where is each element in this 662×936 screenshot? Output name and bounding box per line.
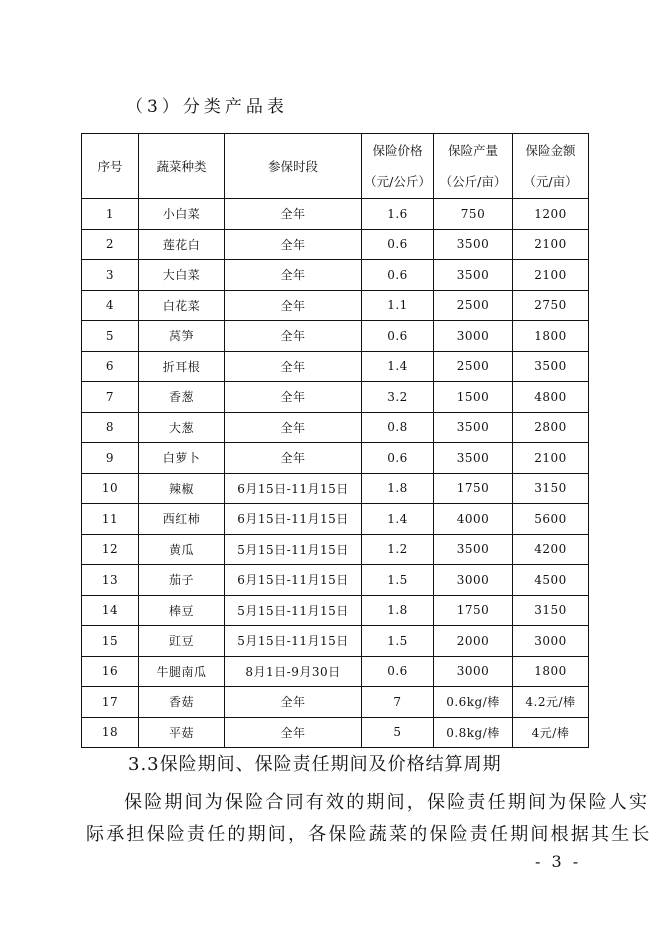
table-row <box>82 534 589 565</box>
cell-vegetable: 白花菜 <box>139 290 225 321</box>
cell-price: 0.6 <box>362 260 434 291</box>
cell-period: 全年 <box>225 321 362 352</box>
cell-period: 6月15日-11月15日 <box>225 473 362 504</box>
cell-amount: 3500 <box>513 351 589 382</box>
header-insured-period: 参保时段 <box>225 134 362 199</box>
cell-amount: 2800 <box>513 412 589 443</box>
cell-price: 1.6 <box>362 199 434 230</box>
cell-yield: 3500 <box>434 229 513 260</box>
cell-price: 1.4 <box>362 351 434 382</box>
table-row <box>82 687 589 718</box>
cell-index: 9 <box>82 443 139 474</box>
cell-index: 5 <box>82 321 139 352</box>
header-insured-yield-unit: （公斤/亩） <box>439 174 507 189</box>
cell-amount: 1800 <box>513 321 589 352</box>
paragraph-line: 保险期间为保险合同有效的期间，保险责任期间为保险人实 <box>124 792 650 813</box>
cell-vegetable: 折耳根 <box>139 351 225 382</box>
header-insured-amount-label: 保险金额 <box>525 143 576 158</box>
cell-yield: 3000 <box>434 656 513 687</box>
cell-price: 1.8 <box>362 595 434 626</box>
cell-yield: 2500 <box>434 351 513 382</box>
cell-yield: 0.6kg/棒 <box>434 687 513 718</box>
cell-amount: 2750 <box>513 290 589 321</box>
cell-amount: 4200 <box>513 534 589 565</box>
cell-yield: 0.8kg/棒 <box>434 717 513 748</box>
cell-yield: 2000 <box>434 626 513 657</box>
table-row <box>82 412 589 443</box>
table-row <box>82 717 589 748</box>
cell-price: 7 <box>362 687 434 718</box>
section-heading: 3.3保险期间、保险责任期间及价格结算周期 <box>128 754 502 775</box>
cell-vegetable: 平菇 <box>139 717 225 748</box>
header-insured-amount <box>513 134 589 199</box>
cell-period: 5月15日-11月15日 <box>225 595 362 626</box>
paragraph-line: 际承担保险责任的期间，各保险蔬菜的保险责任期间根据其生长 <box>86 824 652 845</box>
cell-amount: 5600 <box>513 504 589 535</box>
table-row <box>82 229 589 260</box>
table-row <box>82 565 589 596</box>
cell-index: 15 <box>82 626 139 657</box>
page-number: - 3 - <box>535 852 582 871</box>
cell-price: 3.2 <box>362 382 434 413</box>
cell-vegetable: 香葱 <box>139 382 225 413</box>
cell-amount: 2100 <box>513 229 589 260</box>
cell-yield: 3500 <box>434 412 513 443</box>
table-row <box>82 351 589 382</box>
cell-amount: 3150 <box>513 595 589 626</box>
cell-yield: 2500 <box>434 290 513 321</box>
cell-period: 全年 <box>225 382 362 413</box>
cell-amount: 2100 <box>513 443 589 474</box>
cell-yield: 3500 <box>434 443 513 474</box>
cell-price: 0.6 <box>362 443 434 474</box>
header-insured-amount-unit: （元/亩） <box>523 174 578 189</box>
header-insured-price-unit: （元/公斤） <box>364 174 431 189</box>
cell-amount: 4元/棒 <box>513 717 589 748</box>
cell-yield: 1750 <box>434 595 513 626</box>
cell-index: 6 <box>82 351 139 382</box>
header-insured-price-label: 保险价格 <box>372 143 423 158</box>
cell-index: 4 <box>82 290 139 321</box>
cell-index: 17 <box>82 687 139 718</box>
cell-vegetable: 香菇 <box>139 687 225 718</box>
cell-price: 0.6 <box>362 321 434 352</box>
cell-yield: 3000 <box>434 565 513 596</box>
cell-price: 1.5 <box>362 626 434 657</box>
header-insured-price <box>362 134 434 199</box>
cell-period: 全年 <box>225 443 362 474</box>
cell-price: 1.8 <box>362 473 434 504</box>
table-row <box>82 626 589 657</box>
table-row <box>82 199 589 230</box>
cell-amount: 2100 <box>513 260 589 291</box>
cell-period: 全年 <box>225 260 362 291</box>
header-insured-yield <box>434 134 513 199</box>
cell-yield: 3000 <box>434 321 513 352</box>
cell-index: 3 <box>82 260 139 291</box>
table-row <box>82 504 589 535</box>
cell-period: 全年 <box>225 199 362 230</box>
cell-index: 12 <box>82 534 139 565</box>
cell-period: 全年 <box>225 290 362 321</box>
cell-price: 0.8 <box>362 412 434 443</box>
cell-period: 5月15日-11月15日 <box>225 626 362 657</box>
cell-period: 全年 <box>225 229 362 260</box>
cell-price: 0.6 <box>362 656 434 687</box>
table-row <box>82 290 589 321</box>
cell-vegetable: 黄瓜 <box>139 534 225 565</box>
table-row <box>82 595 589 626</box>
table-row <box>82 473 589 504</box>
cell-index: 11 <box>82 504 139 535</box>
cell-yield: 1750 <box>434 473 513 504</box>
header-vegetable-type: 蔬菜种类 <box>139 134 225 199</box>
cell-yield: 3500 <box>434 260 513 291</box>
cell-yield: 1500 <box>434 382 513 413</box>
cell-period: 6月15日-11月15日 <box>225 504 362 535</box>
cell-period: 全年 <box>225 412 362 443</box>
cell-amount: 1800 <box>513 656 589 687</box>
header-insured-yield-label: 保险产量 <box>447 143 498 158</box>
cell-period: 全年 <box>225 717 362 748</box>
cell-price: 1.1 <box>362 290 434 321</box>
cell-vegetable: 莲花白 <box>139 229 225 260</box>
cell-price: 1.4 <box>362 504 434 535</box>
cell-index: 1 <box>82 199 139 230</box>
table-header-row <box>82 134 589 199</box>
cell-amount: 4.2元/棒 <box>513 687 589 718</box>
cell-price: 1.2 <box>362 534 434 565</box>
product-table <box>81 133 589 748</box>
cell-vegetable: 豇豆 <box>139 626 225 657</box>
cell-index: 8 <box>82 412 139 443</box>
cell-period: 8月1日-9月30日 <box>225 656 362 687</box>
cell-index: 7 <box>82 382 139 413</box>
cell-vegetable: 辣椒 <box>139 473 225 504</box>
cell-index: 14 <box>82 595 139 626</box>
cell-amount: 4500 <box>513 565 589 596</box>
cell-period: 6月15日-11月15日 <box>225 565 362 596</box>
cell-index: 2 <box>82 229 139 260</box>
cell-index: 13 <box>82 565 139 596</box>
cell-price: 1.5 <box>362 565 434 596</box>
cell-vegetable: 小白菜 <box>139 199 225 230</box>
cell-vegetable: 莴笋 <box>139 321 225 352</box>
cell-price: 5 <box>362 717 434 748</box>
cell-vegetable: 茄子 <box>139 565 225 596</box>
cell-vegetable: 西红柿 <box>139 504 225 535</box>
cell-yield: 4000 <box>434 504 513 535</box>
cell-vegetable: 大葱 <box>139 412 225 443</box>
header-index: 序号 <box>82 134 139 199</box>
cell-index: 10 <box>82 473 139 504</box>
cell-vegetable: 大白菜 <box>139 260 225 291</box>
cell-price: 0.6 <box>362 229 434 260</box>
cell-vegetable: 白萝卜 <box>139 443 225 474</box>
cell-period: 5月15日-11月15日 <box>225 534 362 565</box>
cell-amount: 4800 <box>513 382 589 413</box>
table-row <box>82 443 589 474</box>
table-row <box>82 382 589 413</box>
table-row <box>82 656 589 687</box>
cell-vegetable: 牛腿南瓜 <box>139 656 225 687</box>
table-row <box>82 321 589 352</box>
cell-index: 18 <box>82 717 139 748</box>
cell-amount: 3000 <box>513 626 589 657</box>
cell-period: 全年 <box>225 351 362 382</box>
cell-amount: 3150 <box>513 473 589 504</box>
cell-amount: 1200 <box>513 199 589 230</box>
table-caption: （3）分类产品表 <box>126 97 288 117</box>
table-body <box>82 199 589 748</box>
table-row <box>82 260 589 291</box>
cell-index: 16 <box>82 656 139 687</box>
cell-period: 全年 <box>225 687 362 718</box>
cell-yield: 3500 <box>434 534 513 565</box>
cell-yield: 750 <box>434 199 513 230</box>
cell-vegetable: 棒豆 <box>139 595 225 626</box>
